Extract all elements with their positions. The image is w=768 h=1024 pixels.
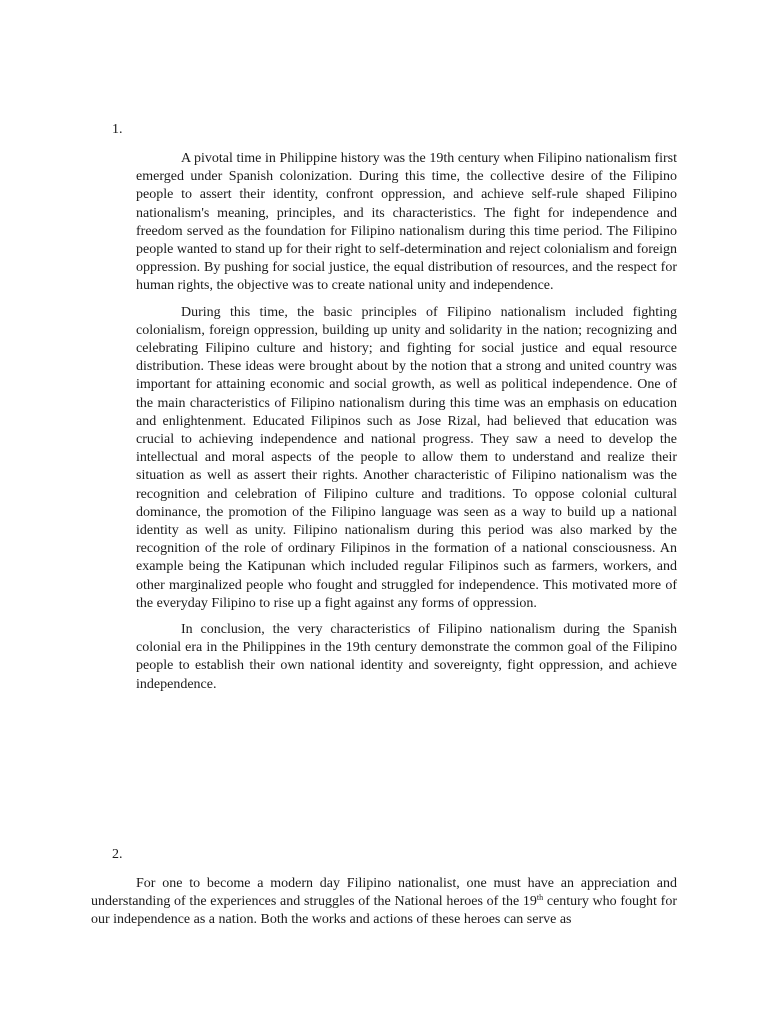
paragraph-1: A pivotal time in Philippine history was the 19th century when Filipino nationalism first emerged under Spanish colonization. During this time, the collective desire of the Filipino people to assert their identity, confront oppression, and achieve self-rule shaped Filipino nationalism's meaning, principles, and its characteristics. The fight for independence and freedom served as the foundation for Filipino nationalism during this time period. The Filipino people wanted to stand up for their right to self-determination and reject colonialism and foreign oppression. By pushing for social justice, the equal distribution of resources, and the respect for human rights, the objective was to create national unity and independence. [136,151,677,294]
paragraph-4 [91,875,677,930]
paragraph-4-end: century who fought for our independence as a nation. Both the works and actions of these heroes can serve as [91,894,677,928]
paragraph-3: In conclusion, the very characteristics of Filipino nationalism during the Spanish colonial era in the Philippines in the 19th century demonstrate the common goal of the Filipino people to establish their own national identity and sovereignty, fight oppression, and achieve independence. [136,622,677,692]
paragraph-2: During this time, the basic principles of Filipino nationalism included fighting colonialism, foreign oppression, building up unity and solidarity in the nation; recognizing and celebrating Filipino culture and history; and fighting for social justice and equal resource distribution. These ideas were brought about by the notion that a strong and united country was important for attaining economic and social growth, as well as political independence. One of the main characteristics of Filipino nationalism during this time was an emphasis on education and enlightenment. Educated Filipinos such as Jose Rizal, had believed that education was crucial to achieving independence and national progress. They saw a need to develop the intellectual and moral aspects of the people to allow them to understand and realize their situation as well as assert their rights. Another characteristic of Filipino nationalism was the recognition and celebration of Filipino culture and traditions. To oppose colonial cultural dominance, the promotion of the Filipino language was seen as a way to build up a national identity as well as unity. Filipino nationalism during this period was also marked by the recognition of the role of ordinary Filipinos in the formation of a national consciousness. An example being the Katipunan which included regular Filipinos such as farmers, workers, and other marginalized people who fought and struggled for independence. This motivated more of the everyday Filipino to rise up a fight against any forms of oppression. [136,304,677,611]
section-number-2: 2. [112,847,123,862]
section-2-body [91,875,677,930]
ordinal-superscript: th [536,893,544,903]
paragraph-4-start: For one to become a modern day Filipino nationalist, one must have an appreciation and understanding of the experiences and struggles of the National heroes of the 19 [91,876,677,910]
section-number-1: 1. [112,122,123,137]
section-1-body [136,150,677,694]
